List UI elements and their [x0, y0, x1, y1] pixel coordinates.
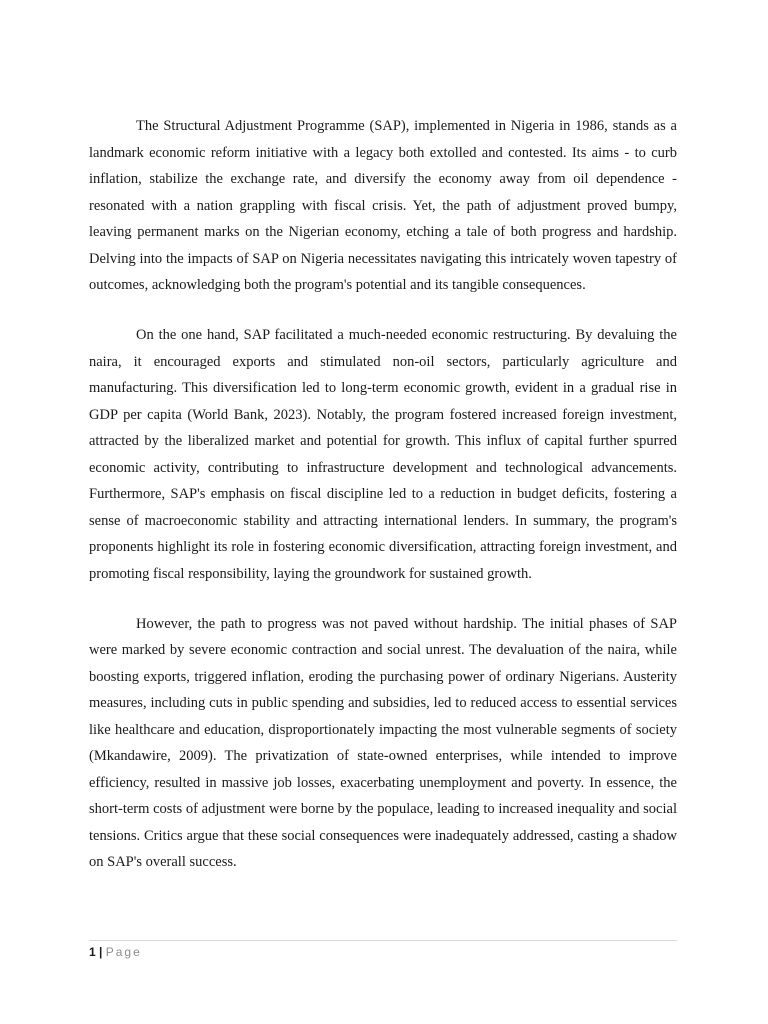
paragraph-3: However, the path to progress was not paved without hardship. The initial phases of SAP were marked by severe economic contraction and social unrest. The devaluation of the naira, while boosting exports, triggered inflation, eroding the purchasing power of ordinary Nigerians. Austerity measures, including cuts in public spending and subsidies, led to reduced access to essential services like healthcare and education, disproportionately impacting the most vulnerable segments of society (Mkandawire, 2009). The privatization of state-owned enterprises, while intended to improve efficiency, resulted in massive job losses, exacerbating unemployment and poverty. In essence, the short-term costs of adjustment were borne by the populace, leading to increased inequality and social tensions. Critics argue that these social consequences were inadequately addressed, casting a shadow on SAP's overall success.	[89, 615, 677, 870]
paragraph-2: On the one hand, SAP facilitated a much-needed economic restructuring. By devaluing the naira, it encouraged exports and stimulated non-oil sectors, particularly agriculture and manufacturing. This diversification led to long-term economic growth, evident in a gradual rise in GDP per capita (World Bank, 2023). Notably, the program fostered increased foreign investment, attracted by the liberalized market and potential for growth. This influx of capital further spurred economic activity, contributing to infrastructure development and technological advancements. Furthermore, SAP's emphasis on fiscal discipline led to a reduction in budget deficits, fostering a sense of macroeconomic stability and attracting international lenders. In summary, the program's proponents highlight its role in fostering economic diversification, attracting foreign investment, and promoting fiscal responsibility, laying the groundwork for sustained growth.	[89, 327, 677, 582]
footer-separator: |	[99, 945, 103, 959]
page-footer	[89, 940, 677, 960]
document-body	[89, 113, 677, 899]
page-number: 1	[89, 945, 96, 959]
paragraph-1: The Structural Adjustment Programme (SAP), implemented in Nigeria in 1986, stands as a landmark economic reform initiative with a legacy both extolled and contested. Its aims - to curb inflation, stabilize the exchange rate, and diversify the economy away from oil dependence - resonated with a nation grappling with fiscal crisis. Yet, the path of adjustment proved bumpy, leaving permanent marks on the Nigerian economy, etching a tale of both progress and hardship. Delving into the impacts of SAP on Nigeria necessitates navigating this intricately woven tapestry of outcomes, acknowledging both the program's potential and its tangible consequences.	[89, 118, 677, 293]
page-label: Page	[105, 945, 142, 959]
